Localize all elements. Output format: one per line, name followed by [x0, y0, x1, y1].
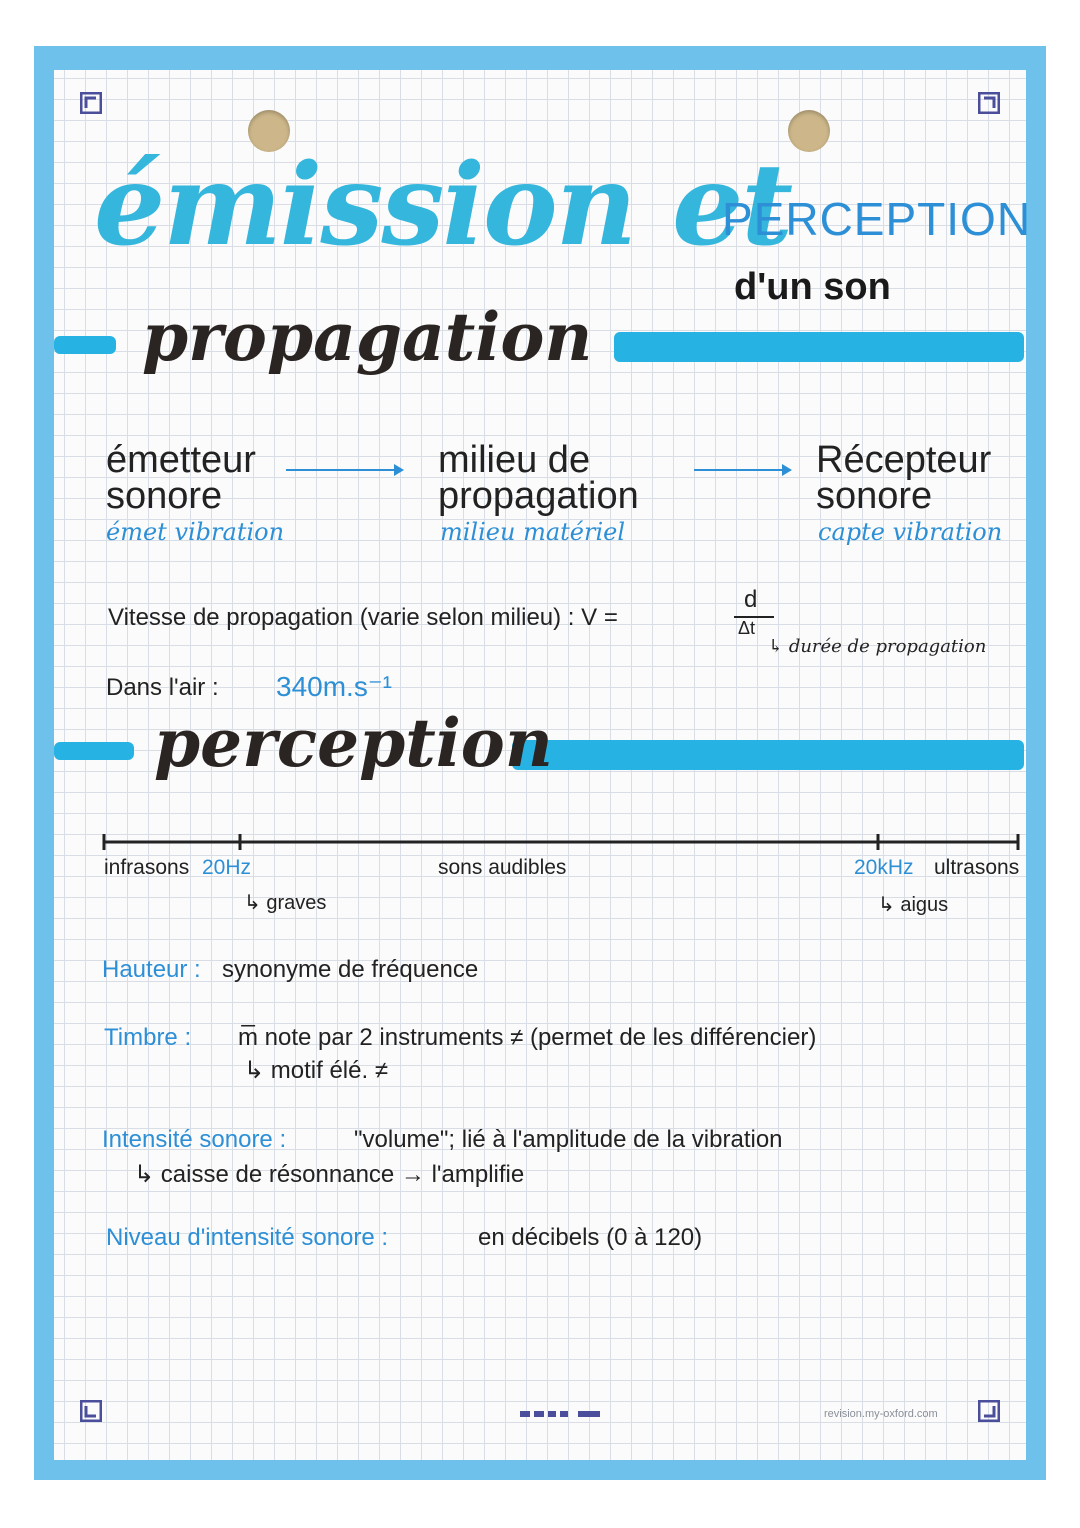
niveau-text: en décibels (0 à 120): [478, 1224, 703, 1251]
intensite-text: "volume"; lié à l'amplitude de la vibration: [354, 1126, 783, 1153]
air-speed-value: 340m.s⁻¹: [276, 671, 392, 702]
highlight-bar-right: [614, 332, 1024, 362]
timbre-label: Timbre :: [104, 1024, 192, 1051]
title-perception: PERCEPTION: [722, 193, 1032, 245]
speed-denominator: Δt: [738, 618, 756, 638]
emitter-note: émet vibration: [106, 518, 285, 546]
frequency-scale: [100, 828, 1024, 858]
timbre-text: m̅ note par 2 instruments ≠ (permet de les différencier): [238, 1024, 817, 1051]
speed-note-text: durée de propagation: [788, 636, 987, 657]
corner-top-left-icon: [80, 92, 102, 114]
title-subtitle: d'un son: [734, 266, 891, 308]
scale-aigus: ↳ aigus: [878, 894, 949, 916]
scale-ultrasons: ultrasons: [934, 856, 1020, 879]
footer-dashes-icon: [520, 1410, 602, 1418]
arrow-right-icon: [694, 462, 794, 478]
emitter-label-1: émetteur: [106, 439, 256, 481]
section-heading-propagation: propagation: [142, 298, 593, 376]
corner-top-right-icon: [978, 92, 1000, 114]
medium-label-2: propagation: [438, 475, 639, 517]
highlight-bar-left: [54, 336, 116, 354]
medium-label-1: milieu de: [438, 439, 591, 481]
receiver-label-2: sonore: [816, 475, 933, 517]
hauteur-label: Hauteur :: [102, 956, 201, 983]
speed-text: Vitesse de propagation (varie selon milieu) : V =: [108, 604, 618, 631]
grid-paper: [54, 70, 1032, 1460]
intensite-sub: ↳ caisse de résonnance → l'amplifie: [134, 1161, 525, 1188]
corner-bottom-left-icon: [80, 1400, 102, 1422]
binder-hole-right: [788, 110, 830, 152]
scale-20khz: 20kHz: [854, 856, 914, 879]
intensite-label: Intensité sonore :: [102, 1126, 287, 1153]
footer-site: revision.my-oxford.com: [824, 1408, 938, 1420]
section-heading-perception: perception: [154, 704, 553, 782]
air-label: Dans l'air :: [106, 674, 219, 701]
title-main: émission et: [94, 140, 792, 271]
medium-note: milieu matériel: [440, 518, 626, 546]
corner-bottom-right-icon: [978, 1400, 1000, 1422]
highlight-bar-left: [54, 742, 134, 760]
scale-infrasons: infrasons: [104, 856, 190, 879]
page-frame: [34, 46, 1046, 1480]
speed-numerator: d: [744, 586, 758, 613]
niveau-label: Niveau d'intensité sonore :: [106, 1224, 389, 1251]
speed-note: ↳ durée de propagation: [768, 636, 987, 657]
scale-audibles: sons audibles: [438, 856, 567, 879]
highlight-bar-right: [512, 740, 1024, 770]
receiver-note: capte vibration: [818, 518, 1003, 546]
emitter-label-2: sonore: [106, 475, 223, 517]
scale-graves: ↳ graves: [244, 892, 327, 914]
timbre-sub: ↳ motif élé. ≠: [244, 1057, 388, 1084]
scale-20hz: 20Hz: [202, 856, 252, 879]
receiver-label-1: Récepteur: [816, 439, 992, 481]
arrow-right-icon: [286, 462, 406, 478]
hauteur-text: synonyme de fréquence: [222, 956, 479, 983]
